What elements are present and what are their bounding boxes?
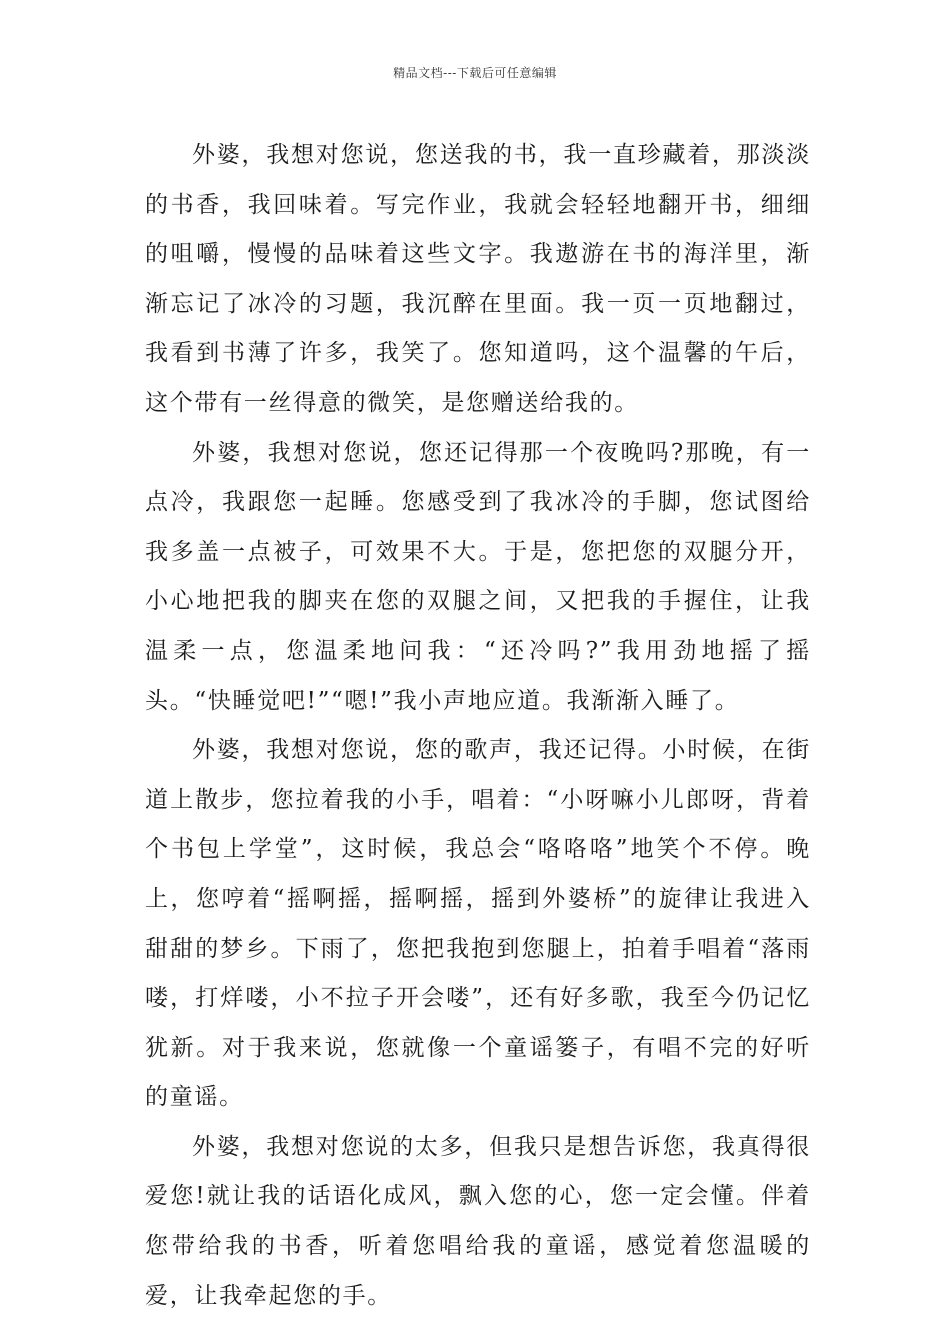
paragraph: 外婆，我想对您说的太多，但我只是想告诉您，我真得很爱您!就让我的话语化成风，飘入您的心，您一定会懂。伴着您带给我的书香，听着您唱给我的童谣，感觉着您温暖的爱，让我牵起您的手。 — [145, 1133, 811, 1309]
document-body — [145, 131, 811, 1321]
paragraph: 外婆，我想对您说，您送我的书，我一直珍藏着，那淡淡的书香，我回味着。写完作业，我就会轻轻地翻开书，细细的咀嚼，慢慢的品味着这些文字。我遨游在书的海洋里，渐渐忘记了冰冷的习题，我沉醉在里面。我一页一页地翻过，我看到书薄了许多，我笑了。您知道吗，这个温馨的午后，这个带有一丝得意的微笑，是您赠送给我的。 — [145, 142, 811, 416]
page-header: 精品文档---下载后可任意编辑 — [393, 66, 557, 80]
paragraph: 外婆，我想对您说，您还记得那一个夜晚吗?那晚，有一点冷，我跟您一起睡。您感受到了我冰冷的手脚，您试图给我多盖一点被子，可效果不大。于是，您把您的双腿分开，小心地把我的脚夹在您的双腿之间，又把我的手握住，让我温柔一点，您温柔地问我：“还冷吗?”我用劲地摇了摇头。“快睡觉吧!”“嗯!”我小声地应道。我渐渐入睡了。 — [145, 439, 811, 714]
paragraph: 外婆，我想对您说，您的歌声，我还记得。小时候，在街道上散步，您拉着我的小手，唱着：“小呀嘛小儿郎呀，背着个书包上学堂”，这时候，我总会“咯咯咯”地笑个不停。晚上，您哼着“摇啊摇，摇啊摇，摇到外婆桥”的旋律让我进入甜甜的梦乡。下雨了，您把我抱到您腿上，拍着手唱着“落雨喽，打烊喽，小不拉子开会喽”，还有好多歌，我至今仍记忆犹新。对于我来说，您就像一个童谣篓子，有唱不完的好听的童谣。 — [145, 737, 811, 1111]
